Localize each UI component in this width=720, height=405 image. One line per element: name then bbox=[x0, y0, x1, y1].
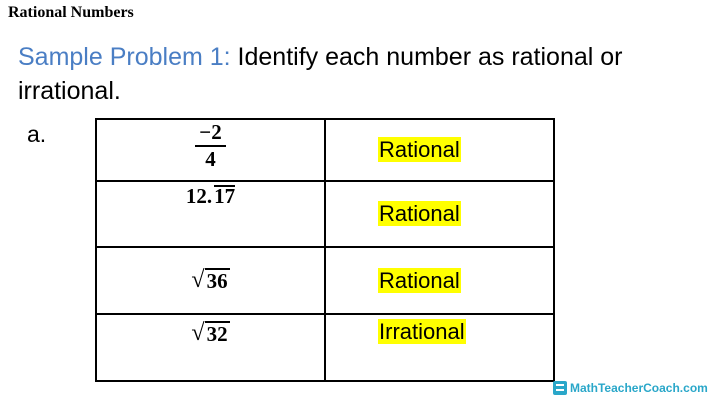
radical-sign: √ bbox=[191, 267, 205, 293]
answer-cell bbox=[325, 247, 554, 314]
radical-sign: √ bbox=[191, 320, 205, 346]
calculator-icon bbox=[553, 381, 567, 395]
answer-text: Rational bbox=[379, 201, 460, 226]
brand-text: MathTeacherCoach.com bbox=[570, 381, 708, 395]
answer-text: Irrational bbox=[379, 319, 465, 344]
fraction-numerator: −2 bbox=[199, 120, 222, 144]
part-letter: a. bbox=[27, 121, 47, 147]
problem-instruction: Identify each number as rational or irrational. bbox=[18, 43, 623, 105]
decimal-base: 12. bbox=[185, 184, 213, 208]
number-cell bbox=[96, 181, 325, 247]
page-header-title: Rational Numbers bbox=[8, 4, 134, 21]
problem-statement bbox=[18, 40, 698, 108]
number-cell bbox=[96, 314, 325, 381]
fraction bbox=[195, 120, 225, 172]
problem-label: Sample Problem 1: bbox=[18, 43, 231, 71]
table-row bbox=[96, 119, 554, 181]
fraction-denominator: 4 bbox=[195, 145, 225, 172]
table-row bbox=[96, 314, 554, 381]
square-root bbox=[191, 268, 229, 292]
radicand: 36 bbox=[206, 269, 228, 293]
table-row bbox=[96, 247, 554, 314]
repeating-digits: 17 bbox=[214, 184, 236, 208]
answer-text: Rational bbox=[379, 267, 460, 293]
answer-table bbox=[95, 118, 555, 382]
radicand: 32 bbox=[206, 322, 228, 346]
table-row bbox=[96, 181, 554, 247]
brand-logo bbox=[553, 379, 708, 397]
number-cell bbox=[96, 247, 325, 314]
answer-cell bbox=[325, 119, 554, 181]
answer-cell bbox=[325, 314, 554, 381]
number-cell bbox=[96, 119, 325, 181]
square-root bbox=[191, 321, 229, 345]
answer-text: Rational bbox=[379, 137, 460, 162]
answer-cell bbox=[325, 181, 554, 247]
